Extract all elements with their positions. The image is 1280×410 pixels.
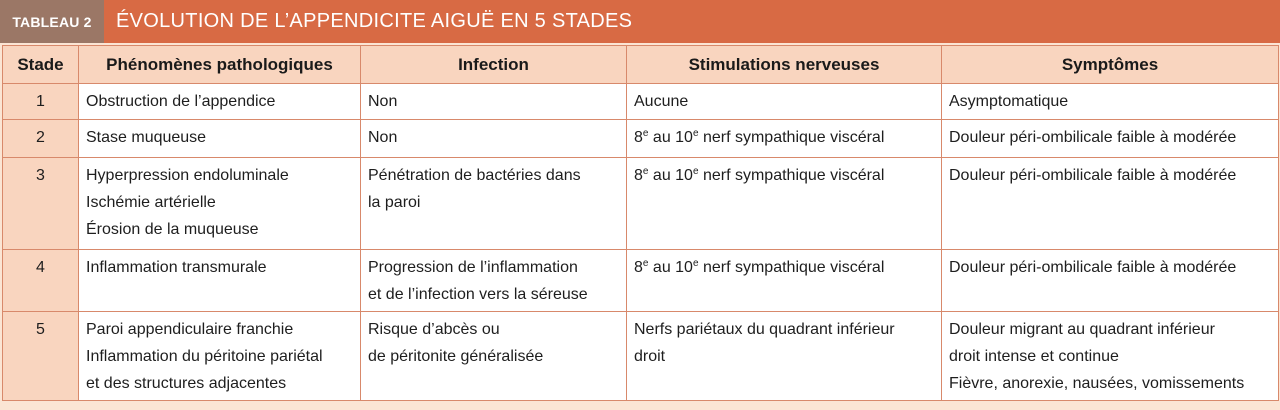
cell-line: Obstruction de l’appendice — [86, 93, 276, 110]
ordinal-number: 8 — [634, 167, 643, 184]
stade-cell: 3 — [3, 158, 79, 250]
cell-line: et de l’infection vers la séreuse — [368, 286, 588, 303]
stade-cell: 1 — [3, 84, 79, 120]
cell-line: Douleur péri-ombilicale faible à modérée — [949, 129, 1237, 146]
table-row — [3, 158, 1279, 250]
column-header-stimulations: Stimulations nerveuses — [627, 46, 942, 84]
ordinal-suffix: e — [642, 128, 649, 139]
cell-line: Fièvre, anorexie, nausées, vomissements — [949, 375, 1245, 392]
cell-line: droit intense et continue — [949, 348, 1119, 365]
cell-line: Nerfs pariétaux du quadrant inférieur — [634, 321, 895, 338]
stade-cell: 4 — [3, 250, 79, 312]
table-title: ÉVOLUTION DE L’APPENDICITE AIGUË EN 5 STADES — [116, 10, 633, 32]
symptomes-cell — [942, 312, 1279, 401]
infection-cell — [361, 312, 627, 401]
table-header-row — [3, 46, 1279, 84]
stimulations-cell — [627, 158, 942, 250]
symptomes-cell — [942, 158, 1279, 250]
cell-line: Douleur péri-ombilicale faible à modérée — [949, 259, 1237, 276]
table-row — [3, 84, 1279, 120]
symptomes-cell — [942, 120, 1279, 158]
phenomenes-cell — [79, 312, 361, 401]
phenomenes-cell — [79, 250, 361, 312]
nerve-text: nerf sympathique viscéral — [698, 129, 885, 146]
table-row — [3, 250, 1279, 312]
phenomenes-cell — [79, 84, 361, 120]
column-header-symptomes: Symptômes — [942, 46, 1279, 84]
column-header-stade: Stade — [3, 46, 79, 84]
cell-line: de péritonite généralisée — [368, 348, 544, 365]
cell-line: Ischémie artérielle — [86, 194, 216, 211]
stimulations-cell — [627, 250, 942, 312]
ordinal-number: 8 — [634, 259, 643, 276]
table-number-tag: TABLEAU 2 — [0, 0, 104, 43]
stimulations-cell — [627, 312, 942, 401]
cell-line: Douleur migrant au quadrant inférieur — [949, 321, 1215, 338]
cell-line — [634, 254, 934, 281]
infection-cell — [361, 158, 627, 250]
cell-line: Aucune — [634, 93, 689, 110]
infection-cell — [361, 120, 627, 158]
cell-line — [634, 162, 934, 189]
cell-line: Asymptomatique — [949, 93, 1069, 110]
cell-line: Hyperpression endoluminale — [86, 167, 289, 184]
cell-line: Stase muqueuse — [86, 129, 207, 146]
cell-line: Paroi appendiculaire franchie — [86, 321, 294, 338]
ordinal-suffix: e — [692, 128, 699, 139]
phenomenes-cell — [79, 158, 361, 250]
cell-line: la paroi — [368, 194, 421, 211]
ordinal-suffix: e — [692, 258, 699, 269]
cell-line: Non — [368, 129, 398, 146]
column-header-infection: Infection — [361, 46, 627, 84]
symptomes-cell — [942, 84, 1279, 120]
ordinal-suffix: e — [692, 166, 699, 177]
cell-line — [634, 124, 934, 151]
stimulations-cell — [627, 84, 942, 120]
cell-line: droit — [634, 348, 666, 365]
table-row — [3, 312, 1279, 401]
cell-line: et des structures adjacentes — [86, 375, 287, 392]
table-row — [3, 120, 1279, 158]
column-header-phenomenes: Phénomènes pathologiques — [79, 46, 361, 84]
phenomenes-cell — [79, 120, 361, 158]
ordinal-suffix: e — [642, 166, 649, 177]
ordinal-number: au 10 — [648, 167, 693, 184]
cell-line: Progression de l’inflammation — [368, 259, 578, 276]
infection-cell — [361, 250, 627, 312]
ordinal-number: 8 — [634, 129, 643, 146]
stade-cell: 2 — [3, 120, 79, 158]
nerve-text: nerf sympathique viscéral — [698, 259, 885, 276]
ordinal-number: au 10 — [648, 129, 693, 146]
cell-line: Pénétration de bactéries dans — [368, 167, 581, 184]
appendicitis-stages-table — [2, 45, 1279, 401]
nerve-text: nerf sympathique viscéral — [698, 167, 885, 184]
cell-line: Inflammation transmurale — [86, 259, 267, 276]
symptomes-cell — [942, 250, 1279, 312]
ordinal-number: au 10 — [648, 259, 693, 276]
stimulations-cell — [627, 120, 942, 158]
table-title-bar — [0, 0, 1280, 43]
cell-line: Inflammation du péritoine pariétal — [86, 348, 323, 365]
cell-line: Douleur péri-ombilicale faible à modérée — [949, 167, 1237, 184]
stade-cell: 5 — [3, 312, 79, 401]
cell-line: Érosion de la muqueuse — [86, 221, 259, 238]
cell-line: Risque d’abcès ou — [368, 321, 500, 338]
infection-cell — [361, 84, 627, 120]
ordinal-suffix: e — [642, 258, 649, 269]
cell-line: Non — [368, 93, 398, 110]
